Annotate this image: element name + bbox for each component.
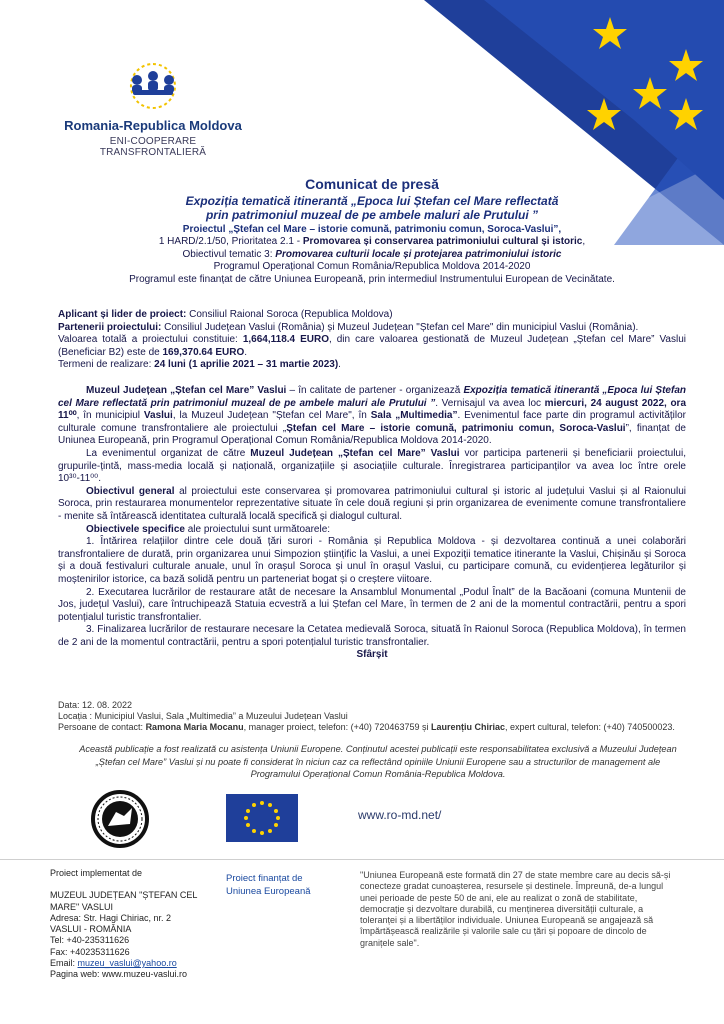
disclaimer: Această publicație a fost realizată cu asistența Uniunii Europene. Conținutul acestei publicații este responsabilitatea exclusivă a Muzeului Județean „Ștefan cel Mare” Vaslui și nu poate fi considerat în niciun caz ca reflectând opiniile Uniunii Europene sau a structurilor de management ale Programului Operațional Comun România-Republica Moldova. xyxy=(79,744,677,779)
funded-label: Proiect finanțat de Uniunea Europeană xyxy=(226,873,311,897)
term-line: Termeni de realizare: 24 luni (1 aprilie 2021 – 31 martie 2023). xyxy=(58,359,341,371)
museum-seal-icon xyxy=(88,790,152,848)
address: Adresa: Str. Hagi Chiriac, nr. 2 xyxy=(50,912,172,923)
implemented-label: Proiect implementat de xyxy=(50,868,143,878)
implementer-block xyxy=(50,868,220,981)
logo-title: Romania-Republica Moldova xyxy=(64,118,242,133)
telephone: Tel: +40-235311626 xyxy=(50,935,130,946)
priority-line: 1 HARD/2.1/50, Prioritatea 2.1 - Promovarea și conservarea patrimoniului cultural și istoric, xyxy=(158,236,586,248)
romania-moldova-logo xyxy=(58,60,248,160)
project-line: Proiectul „Ștefan cel Mare – istorie comună, patrimoniu comun, Soroca-Vaslui”, xyxy=(182,223,562,235)
paragraph-general-objective: Obiectivul general al proiectului este conservarea și promovarea patrimoniului cultural și istoric al județului Vaslui și al Raionului Soroca, prin restaurarea monumentelor reprezentative situate în cele două regiuni și prin organizarea de evenimente comune transfrontaliere - menite să întărească identitatea culturală locală specifică și dialogul cultural. xyxy=(58,485,686,522)
logo-subtitle: ENI-COOPERARE TRANSFRONTALIERĂ xyxy=(99,136,207,158)
website-link[interactable]: www.ro-md.net/ xyxy=(358,808,442,822)
museum-name: MUZEUL JUDEȚEAN "ȘTEFAN CEL MARE" VASLUI xyxy=(50,890,198,912)
subtitle-line-1: Expoziția tematică itinerantă „Epoca lui Ștefan cel Mare reflectată xyxy=(185,193,559,208)
objective-line: Obiectivul tematic 3: Promovarea culturii locale și protejarea patrimoniului istoric xyxy=(182,248,562,260)
paragraph-specific-objectives: Obiectivele specifice ale proiectului sunt următoarele: xyxy=(86,523,331,535)
press-body xyxy=(58,385,686,662)
email-line: Email: muzeu_vaslui@yahoo.ro xyxy=(50,958,177,969)
footer-divider xyxy=(0,859,724,860)
value-line: Valoarea totală a proiectului constituie: 1,664,118.4 EURO, din care valoarea gestionată de Muzeul Județean „Ștefan cel Mare” Vaslui (Beneficiar B2) este de 169,370.64 EURO. xyxy=(58,334,686,358)
program-line: Programul Operațional Comun România/Republica Moldova 2014-2020 xyxy=(213,261,531,273)
funding-line: Programul este finanțat de către Uniunea Europeană, prin intermediul Instrumentului European de Vecinătate. xyxy=(129,273,615,285)
objective-1: 1. Întărirea relațiilor dintre cele două țări surori - România și Republica Moldova - și dezvoltarea continuă a unei colaborări transfrontaliere de durată, prin organizarea unui Simpozion științific la Vaslui, a unei Expoziții tematice itinerante la Vaslui, Chișinău și Soroca și a două festivaluri culturale anuale, unul în orașul Soroca și unul în orașul Vaslui, cu participare comună, cu evidențierea legăturilor și moștenirilor istorice, ca bază solidă pentru un parteneriat bogat și o creștere viitoare. xyxy=(58,536,686,585)
paragraph-event: Muzeul Județean „Ștefan cel Mare” Vaslui – în calitate de partener - organizează Expoziția tematică itinerantă „Epoca lui Ștefan cel Mare reflectată prin patrimoniul muzeal de pe ambele maluri ale Prutului ”. Vernisajul va avea loc miercuri, 24 august 2022, ora 11⁰⁰, în municipiul Vaslui, la Muzeul Județean "Ștefan cel Mare", în Sala „Multimedia”. Evenimentul face parte din programul activităților culturale comune transfrontaliere ale proiectului „Ștefan cel Mare – istorie comună, patrimoniu comun, Soroca-Vaslui”, finanțat de Uniunea Europeană, prin Programul Operațional Comun România/Republica Moldova 2014-2020. xyxy=(58,385,687,447)
fax: Fax: +40235311626 xyxy=(50,946,130,957)
objective-2: 2. Executarea lucrărilor de restaurare atât de necesare la Ansamblul Monumental „Podul Înalt” de la Bacăoani (comuna Muntenii de Jos, județul Vaslui), care întruchipează Statuia ecvestră a lui Ștefan cel Mare, în termen de 2 ani de la momentul contractării, pentru a spori potențialul turistic transfrontalier. xyxy=(58,586,686,623)
location-line: Locația : Municipiul Vaslui, Sala „Multimedia” a Muzeului Județean Vaslui xyxy=(58,711,348,721)
subtitle-line-2: prin patrimoniul muzeal de pe ambele maluri ale Prutului ” xyxy=(205,207,539,222)
date-line: Data: 12. 08. 2022 xyxy=(58,700,133,710)
objective-3: 3. Finalizarea lucrărilor de restaurare necesare la Cetatea medievală Soroca, situată în Raionul Soroca (Republica Moldova), în termen de 2 ani de la momentul contractării, pentru a spori potențialul turistic transfrontalier. xyxy=(58,624,686,648)
press-header xyxy=(58,178,686,287)
city: VASLUI - ROMÂNIA xyxy=(50,924,132,935)
email-link[interactable]: muzeu_vaslui@yahoo.ro xyxy=(77,958,177,969)
web-page: Pagina web: www.muzeu-vaslui.ro xyxy=(50,969,188,980)
eu-quote: "Uniunea Europeană este formată din 27 de state membre care au decis să-și conecteze gradat cunoașterea, resursele și destinele. Împreună, de-a lungul unei perioade de peste 50 de ani, ele au realizat o zonă de stabilitate, democrație și dezvoltare durabilă, cu menținerea diversității culturale, a toleranței și a libertăților individuale. Uniunea Europeană se angajează să împărtășească realizările și valorile sale cu țări și popoare de dincolo de granițele sale". xyxy=(360,870,671,948)
eu-flag-icon xyxy=(226,794,298,842)
people-circle-icon xyxy=(103,60,203,115)
project-info xyxy=(58,309,686,372)
end-marker: Sfârșit xyxy=(356,649,388,661)
contact-line: Persoane de contact: Ramona Maria Mocanu, manager proiect, telefon: (+40) 720463759 și Laurențiu Chiriac, expert cultural, telefon: (+40) 740500023. xyxy=(58,722,675,732)
page-title: Comunicat de presă xyxy=(305,176,439,192)
partners-line: Partenerii proiectului: Consiliul Județean Vaslui (România) și Muzeul Județean "Ștefan cel Mare" din municipiul Vaslui (România). xyxy=(58,321,639,333)
press-meta xyxy=(58,700,686,733)
paragraph-participants: La evenimentul organizat de către Muzeul Județean „Ștefan cel Mare” Vaslui vor participa partenerii și beneficiarii proiectului, grupurile-țintă, mass-media locală și națională, organizațiile și asociațiile culturale. Înregistrarea participanților va avea loc între orele 10³⁰-11⁰⁰. xyxy=(58,447,686,485)
applicant-line: Aplicant și lider de proiect: Consiliul Raional Soroca (Republica Moldova) xyxy=(58,309,393,320)
